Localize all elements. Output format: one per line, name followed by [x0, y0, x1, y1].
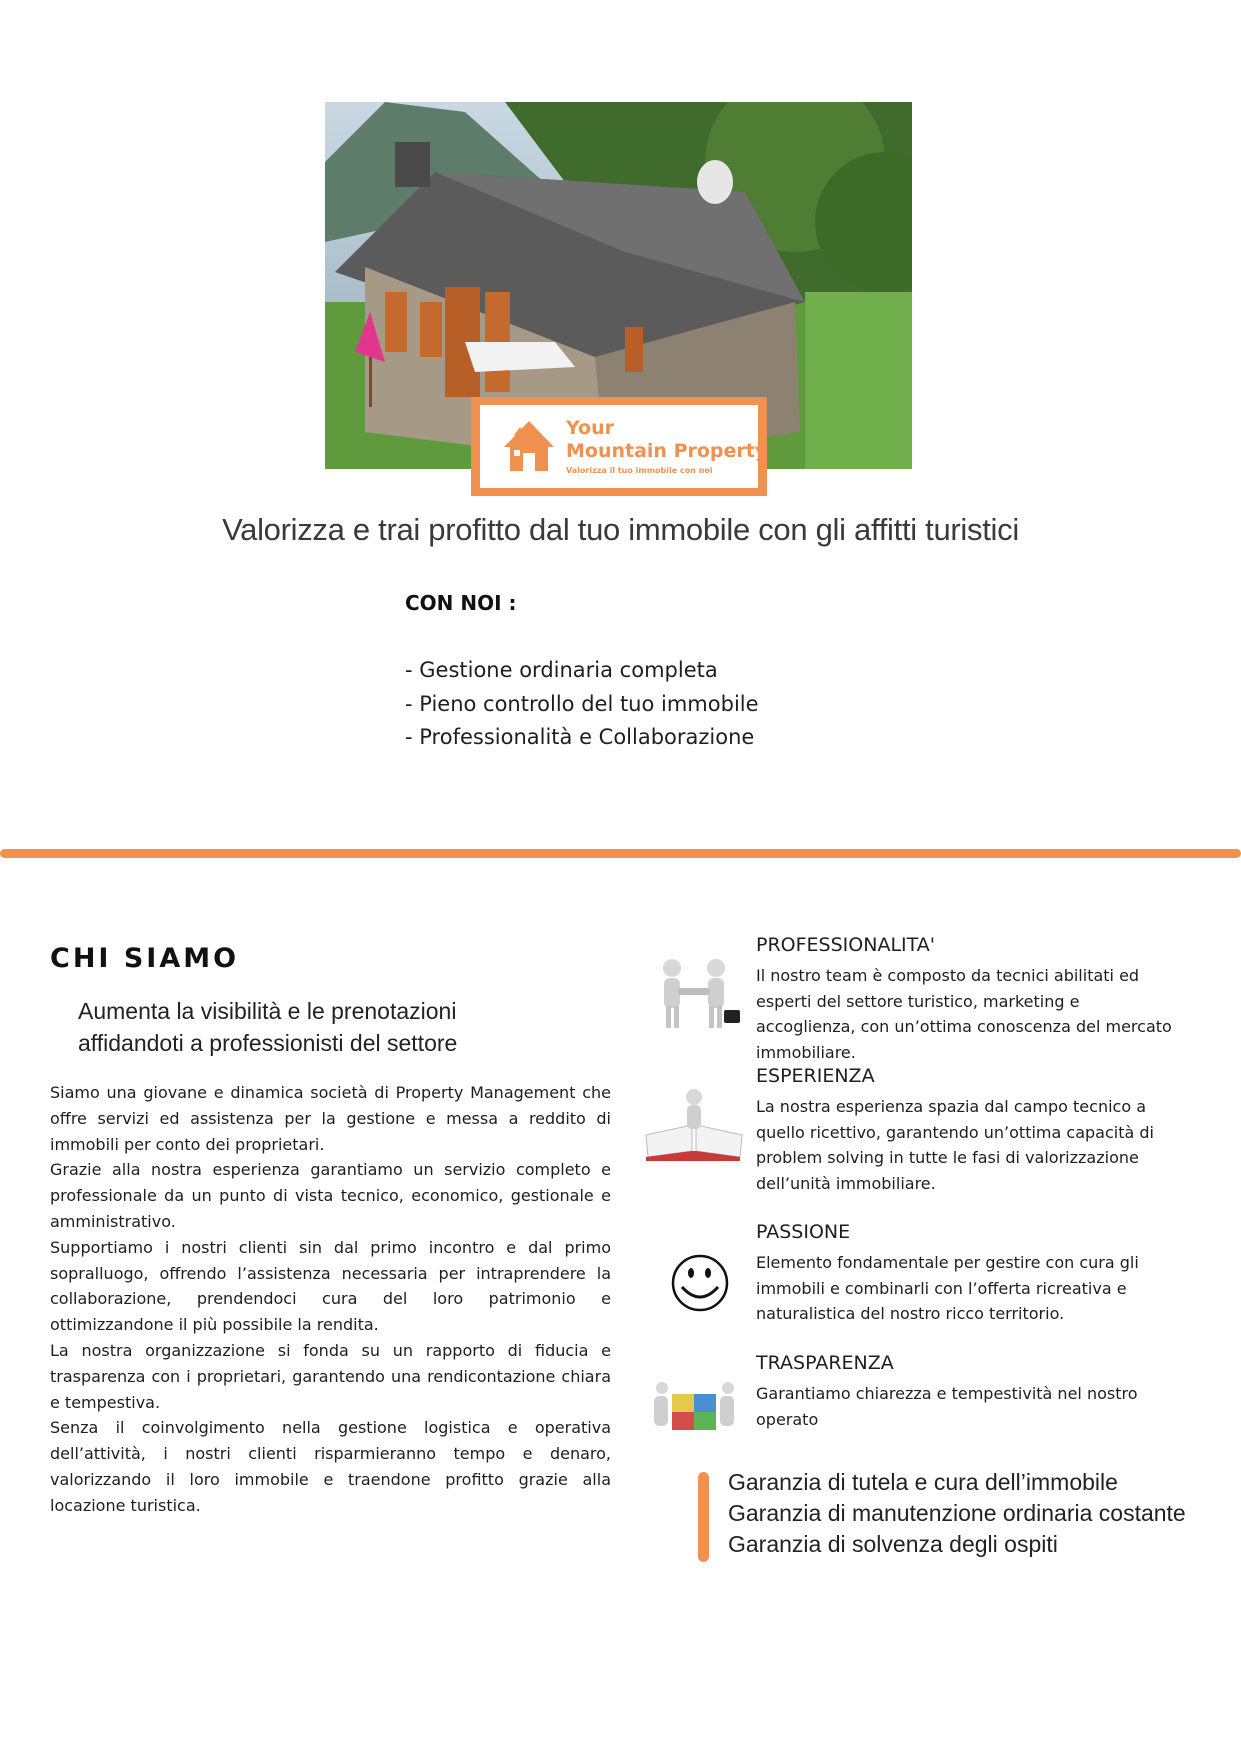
logo-line2: Mountain Property: [566, 440, 768, 462]
subtitle-line: Aumenta la visibilità e le prenotazioni: [78, 998, 457, 1024]
feature-description: La nostra esperienza spazia dal campo tecnico a quello ricettivo, garantendo un’ottima capacità di problem solving in tutte le fasi di valorizzazione dell’unità immobiliare.: [756, 1097, 1154, 1193]
logo-line1: Your: [566, 417, 614, 439]
benefits-list: [405, 654, 759, 755]
body-paragraph: Supportiamo i nostri clienti sin dal primo incontro e dal primo sopralluogo, offrendo l’assistenza necessaria per intraprendere la collaborazione, prendendoci cura del loro patrimonio e ottimizzandone il più possibile la rendita.: [50, 1237, 611, 1335]
puzzle-icon: [644, 1372, 744, 1452]
house-logo-icon: [500, 417, 558, 475]
guarantee-item: Garanzia di solvenza degli ospiti: [728, 1531, 1058, 1557]
body-paragraph: Senza il coinvolgimento nella gestione logistica e operativa dell’attività, i nostri clienti risparmieranno tempo e denaro, valorizzando il loro immobile e traendone profitto grazie alla locazione turistica.: [50, 1418, 611, 1515]
hero-tagline: Valorizza e trai profitto dal tuo immobile con gli affitti turistici: [222, 512, 1019, 547]
guarantees-accent-bar: [698, 1472, 709, 1562]
feature-title: PROFESSIONALITA': [756, 934, 935, 956]
chi-siamo-body: [50, 1080, 611, 1519]
body-paragraph: La nostra organizzazione si fonda su un rapporto di fiducia e trasparenza con i proprietari, garantendo una rendicontazione chiara e tempestiva.: [50, 1340, 611, 1412]
feature-description: Garantiamo chiarezza e tempestività nel nostro operato: [756, 1384, 1138, 1429]
feature-title: TRASPARENZA: [756, 1352, 894, 1374]
chi-siamo-subtitle: [78, 995, 457, 1059]
benefit-item: - Pieno controllo del tuo immobile: [405, 691, 759, 716]
logo-frame: [471, 397, 767, 496]
guarantee-item: Garanzia di manutenzione ordinaria costante: [728, 1500, 1186, 1526]
logo-tagline: Valorizza il tuo immobile con noi: [566, 466, 713, 475]
chi-siamo-heading: CHI SIAMO: [50, 943, 240, 974]
benefit-item: - Gestione ordinaria completa: [405, 658, 718, 682]
guarantee-item: Garanzia di tutela e cura dell’immobile: [728, 1469, 1118, 1495]
feature-description: Il nostro team è composto da tecnici abilitati ed esperti del settore turistico, marketing e accoglienza, con un’ottima conoscenza del mercato immobiliare.: [756, 966, 1172, 1062]
feature-description: Elemento fondamentale per gestire con cura gli immobili e combinarli con l’offerta ricreativa e naturalistica del nostro ricco territorio.: [756, 1253, 1139, 1323]
feature-title: PASSIONE: [756, 1221, 851, 1243]
benefit-item: - Professionalità e Collaborazione: [405, 725, 755, 749]
feature-title: ESPERIENZA: [756, 1065, 875, 1087]
subtitle-line: affidandoti a professionisti del settore: [78, 1030, 458, 1056]
body-paragraph: Grazie alla nostra esperienza garantiamo un servizio completo e professionale da un punto di vista tecnico, economico, gestionale e amministrativo.: [50, 1160, 611, 1231]
logo: [480, 405, 768, 488]
handshake-icon: [644, 954, 744, 1034]
smiley-icon: [644, 1241, 744, 1321]
con-noi-heading: CON NOI :: [405, 591, 517, 615]
book-icon: [644, 1085, 744, 1165]
section-divider: [0, 849, 1241, 858]
body-paragraph: Siamo una giovane e dinamica società di Property Management che offre servizi ed assistenza per la gestione e messa a reddito di immobili per conto dei proprietari.: [50, 1083, 611, 1154]
guarantees-list: [728, 1467, 1186, 1560]
